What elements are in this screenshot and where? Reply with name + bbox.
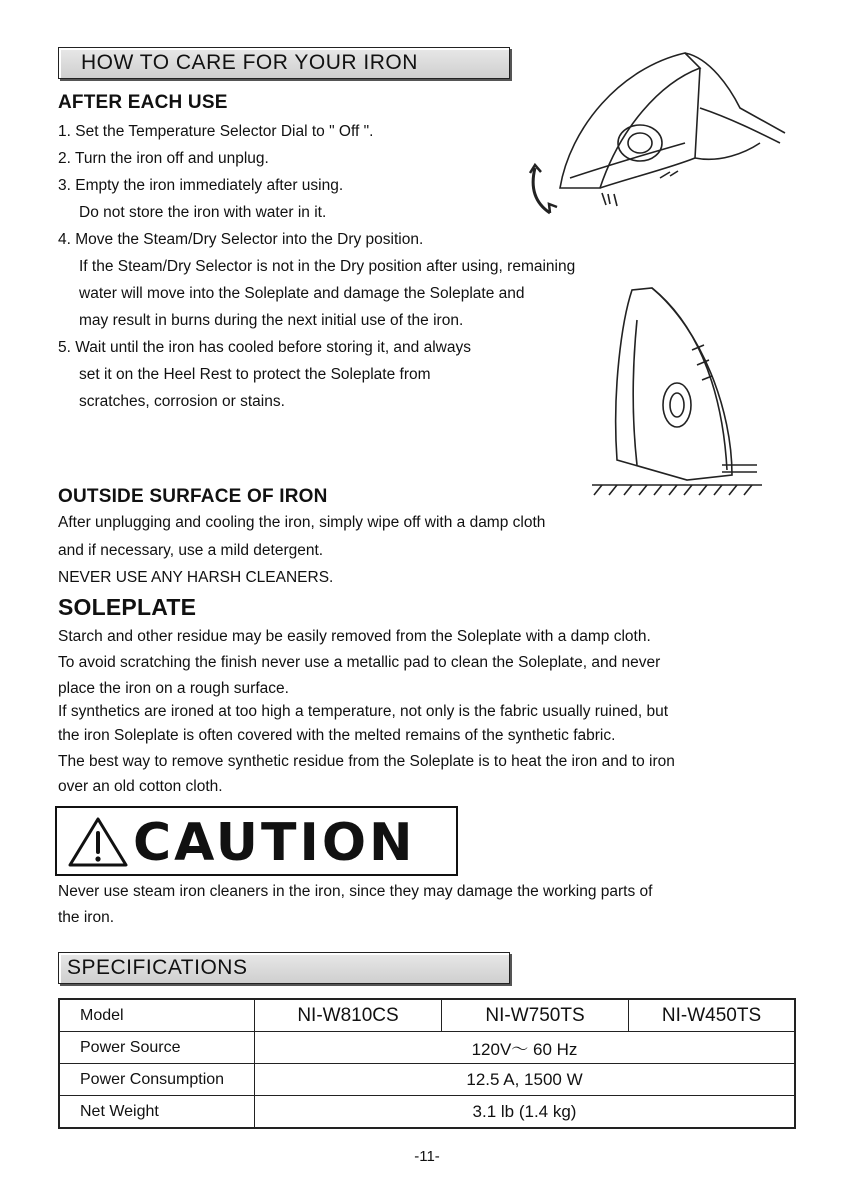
table-cell: 120V～ 60 Hz: [255, 1032, 796, 1064]
body-line: Never use steam iron cleaners in the iron, since they may damage the working parts of: [58, 883, 653, 900]
iron-emptying-illustration: [510, 48, 790, 248]
body-line: To avoid scratching the finish never use a metallic pad to clean the Soleplate, and never: [58, 654, 661, 671]
table-cell: NI-W810CS: [255, 999, 442, 1032]
banner-title: SPECIFICATIONS: [67, 956, 248, 979]
table-row: [59, 1096, 795, 1129]
warning-triangle-icon: [67, 816, 129, 868]
step-line: may result in burns during the next initial use of the iron.: [79, 312, 464, 329]
body-line: If synthetics are ironed at too high a temperature, not only is the fabric usually ruined, but: [58, 703, 669, 720]
table-cell: Power Consumption: [59, 1064, 255, 1096]
table-cell: 3.1 lb (1.4 kg): [255, 1096, 796, 1129]
section-banner-specs: [58, 952, 510, 984]
step-line: 5. Wait until the iron has cooled before storing it, and always: [58, 339, 471, 356]
table-row: [59, 1064, 795, 1096]
outside-surface-heading: OUTSIDE SURFACE OF IRON: [58, 486, 328, 507]
step-line: Do not store the iron with water in it.: [79, 204, 327, 221]
iron-heel-rest-illustration: [592, 280, 772, 500]
table-cell: Model: [59, 999, 255, 1032]
table-row: [59, 999, 795, 1032]
table-cell: Net Weight: [59, 1096, 255, 1129]
step-line: set it on the Heel Rest to protect the Soleplate from: [79, 366, 431, 383]
table-cell: Power Source: [59, 1032, 255, 1064]
body-line: over an old cotton cloth.: [58, 778, 223, 795]
body-line: NEVER USE ANY HARSH CLEANERS.: [58, 569, 334, 586]
body-line: The best way to remove synthetic residue from the Soleplate is to heat the iron and to iron: [58, 753, 675, 770]
step-line: water will move into the Soleplate and damage the Soleplate and: [79, 285, 525, 302]
step-line: 4. Move the Steam/Dry Selector into the Dry position.: [58, 231, 424, 248]
table-row: [59, 1032, 795, 1064]
step-line: 3. Empty the iron immediately after using.: [58, 177, 344, 194]
table-cell: NI-W750TS: [442, 999, 629, 1032]
caution-title: CAUTION: [133, 813, 416, 873]
body-line: the iron.: [58, 909, 115, 926]
specifications-table: [58, 998, 796, 1129]
step-line: scratches, corrosion or stains.: [79, 393, 285, 410]
table-cell: NI-W450TS: [629, 999, 796, 1032]
body-line: the iron Soleplate is often covered with the melted remains of the synthetic fabric.: [58, 727, 616, 744]
step-line: 1. Set the Temperature Selector Dial to " Off ".: [58, 123, 374, 140]
body-line: and if necessary, use a mild detergent.: [58, 542, 324, 559]
body-line: Starch and other residue may be easily removed from the Soleplate with a damp cloth.: [58, 628, 651, 645]
caution-box: [55, 806, 458, 876]
soleplate-heading: SOLEPLATE: [58, 594, 197, 620]
banner-title: HOW TO CARE FOR YOUR IRON: [81, 51, 418, 74]
body-line: After unplugging and cooling the iron, simply wipe off with a damp cloth: [58, 514, 546, 531]
section-banner-care: [58, 47, 510, 79]
step-line: If the Steam/Dry Selector is not in the Dry position after using, remaining: [79, 258, 576, 275]
body-line: place the iron on a rough surface.: [58, 680, 289, 697]
after-each-use-heading: AFTER EACH USE: [58, 92, 228, 113]
step-line: 2. Turn the iron off and unplug.: [58, 150, 269, 167]
table-cell: 12.5 A, 1500 W: [255, 1064, 796, 1096]
page-number: -11-: [414, 1148, 440, 1165]
